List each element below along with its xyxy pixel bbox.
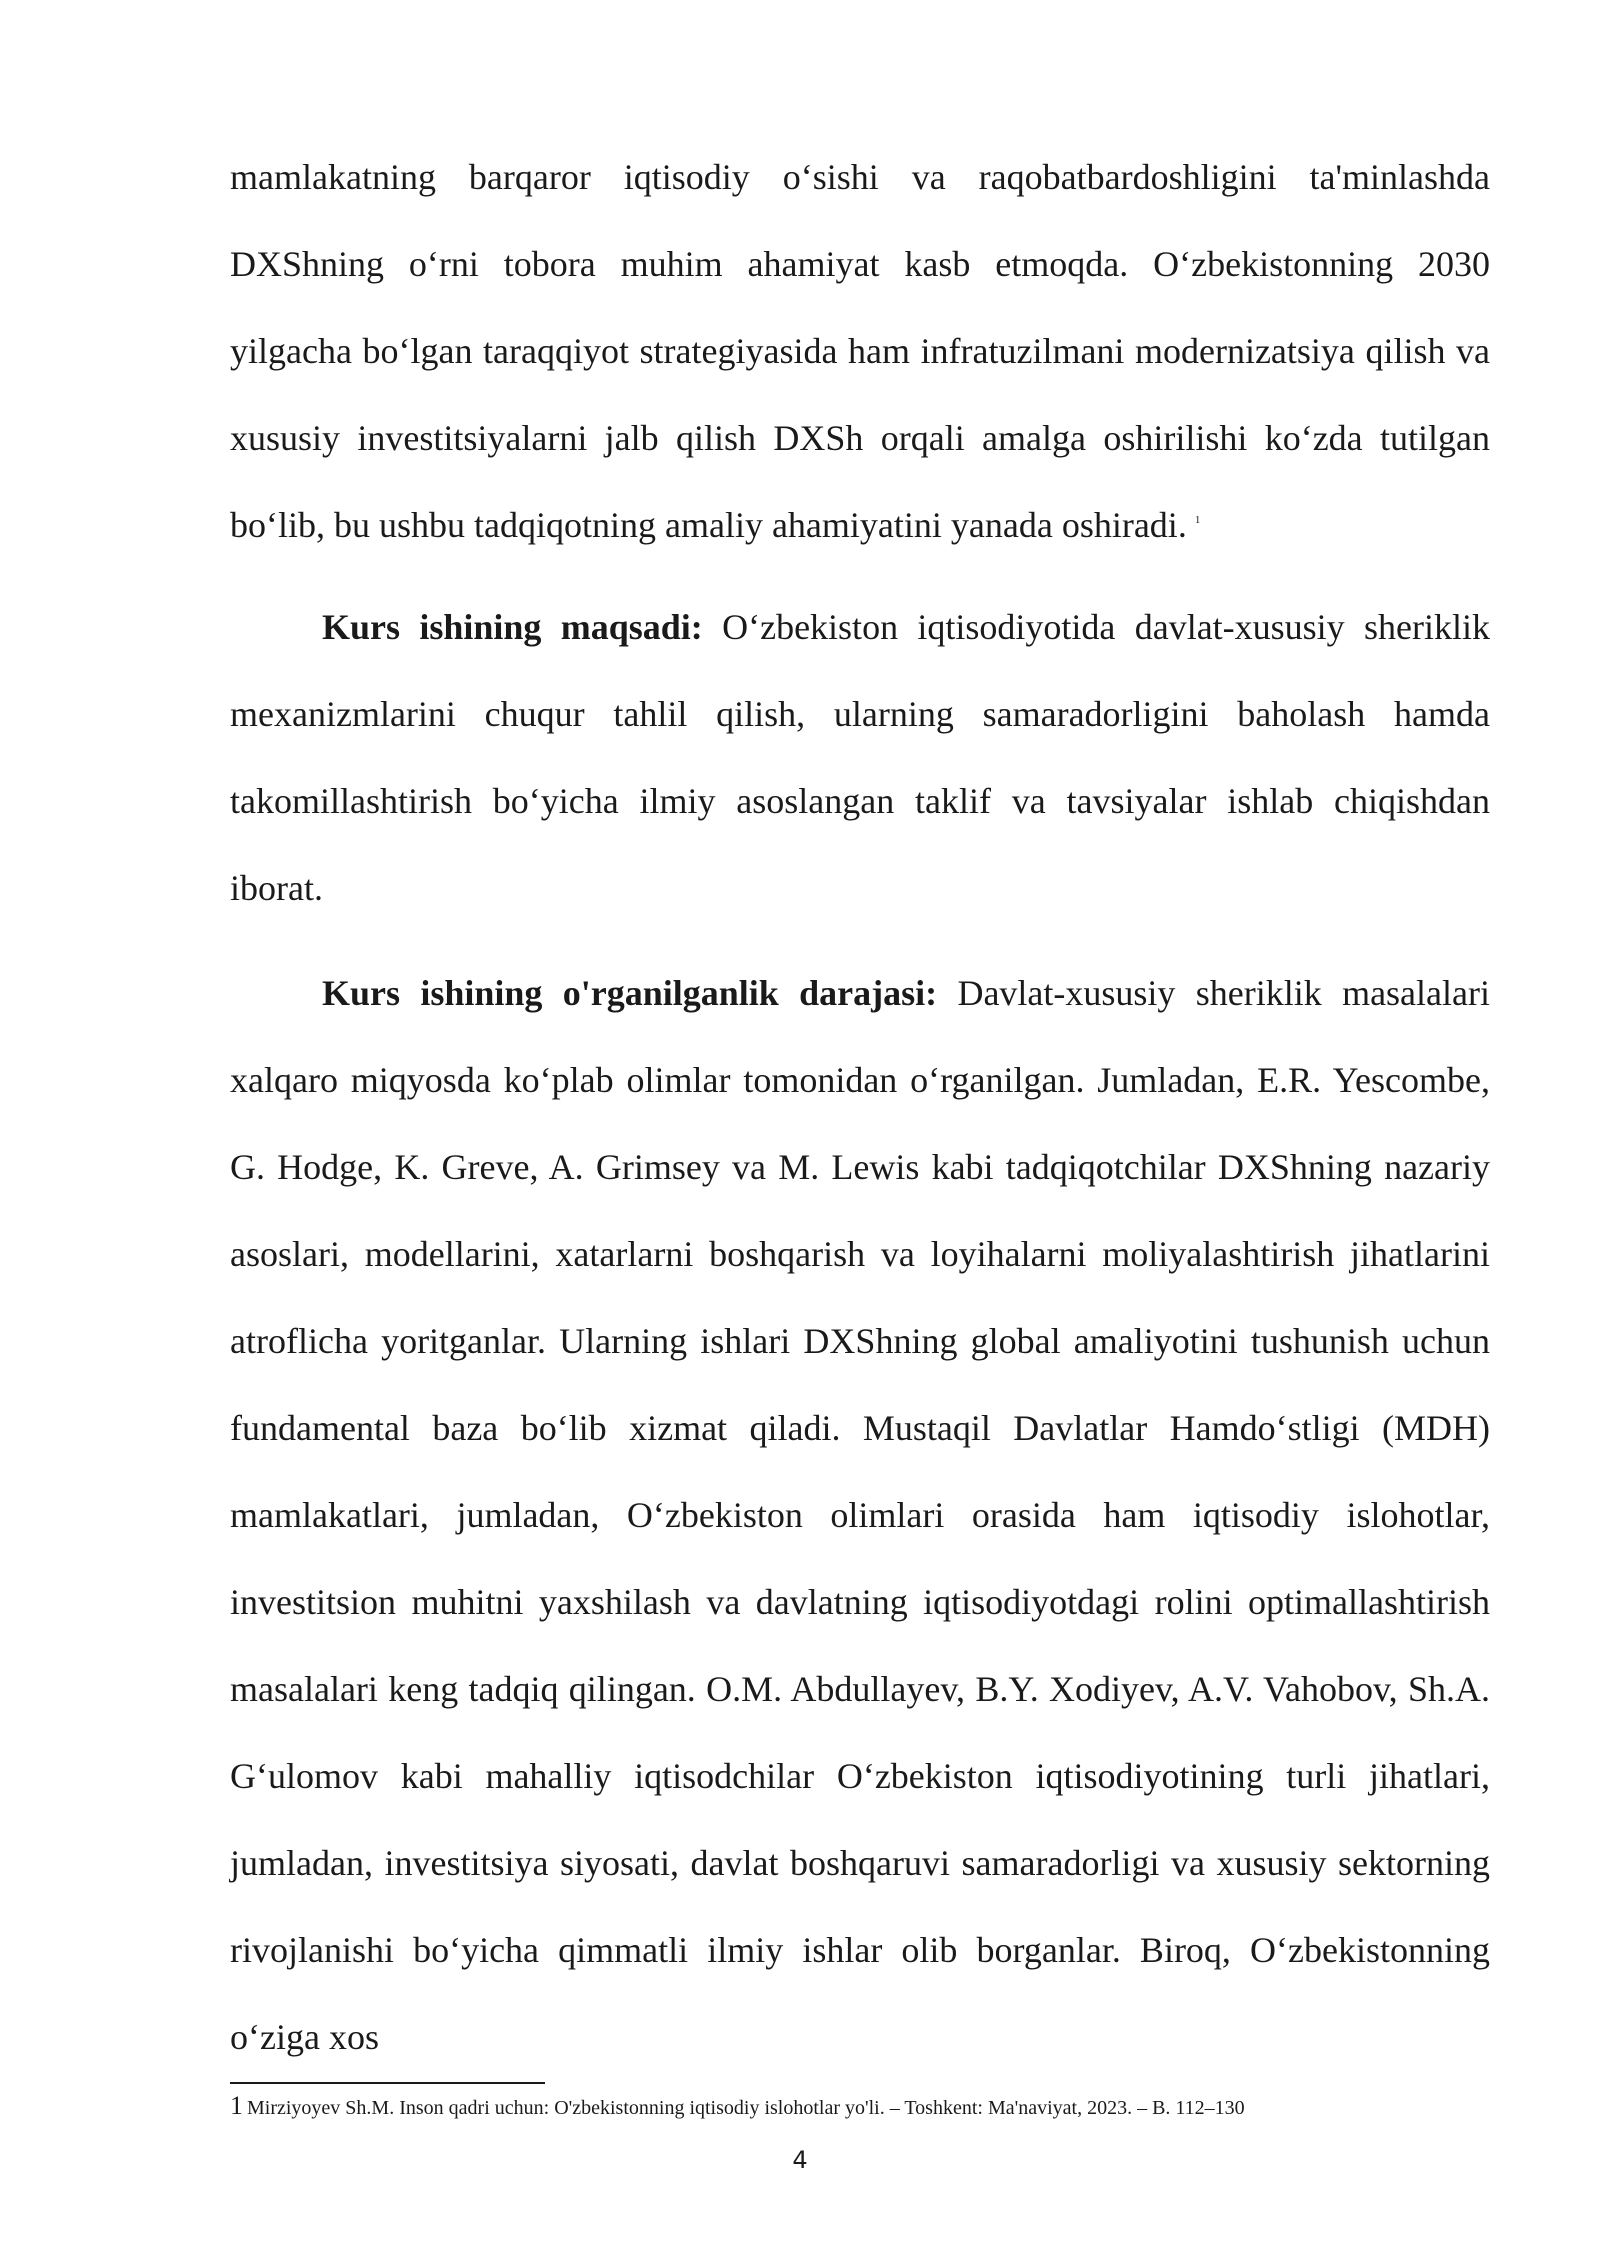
footnote-text: Mirziyoyev Sh.M. Inson qadri uchun: O'zbekistonning iqtisodiy islohotlar yo'li. – Toshkent: Ma'naviyat, 2023. – B. 112–130 [247,2097,1245,2119]
darajasi-heading: Kurs ishining o'rganilganlik darajasi: [322,973,938,1013]
footnote-number: 1 [230,2091,243,2120]
maqsad-paragraph [230,584,1490,932]
footnote [230,2092,1490,2122]
darajasi-block [230,950,1490,2081]
darajasi-paragraph [230,950,1490,2081]
maqsad-text: O‘zbekiston iqtisodiyotida davlat-xususiy sheriklik mexanizmlarini chuqur tahlil qilish, ularning samaradorligini baholash hamda takomillashtirish bo‘yicha ilmiy asoslangan taklif va tavsiyalar ishlab chiqishdan iborat. [230,607,1490,908]
darajasi-text: Davlat-xususiy sheriklik masalalari xalqaro miqyosda ko‘plab olimlar tomonidan o‘rganilgan. Jumladan, E.R. Yescombe, G. Hodge, K. Greve, A. Grimsey va M. Lewis kabi tadqiqotchilar DXShning nazariy asoslari, modellarini, xatarlarni boshqarish va loyihalarni moliyalashtirish jihatlarini atroflicha yoritganlar. Ularning ishlari DXShning global amaliyotini tushunish uchun fundamental baza bo‘lib xizmat qiladi. Mustaqil Davlatlar Hamdo‘stligi (MDH) mamlakatlari, jumladan, O‘zbekiston olimlari orasida ham iqtisodiy islohotlar, investitsion muhitni yaxshilash va davlatning iqtisodiyotdagi rolini optimallashtirish masalalari keng tadqiq qilingan. O.M. Abdullayev, B.Y. Xodiyev, A.V. Vahobov, Sh.A. G‘ulomov kabi mahalliy iqtisodchilar O‘zbekiston iqtisodiyotining turli jihatlari, jumladan, investitsiya siyosati, davlat boshqaruvi samaradorligi va xususiy sektorning rivojlanishi bo‘yicha qimmatli ilmiy ishlar olib borganlar. Biroq, O‘zbekistonning o‘ziga xos [230,973,1490,2057]
intro-block [230,134,1490,569]
footnote-reference: 1 [1194,514,1201,526]
maqsad-heading: Kurs ishining maqsadi: [322,607,703,647]
intro-text: mamlakatning barqaror iqtisodiy o‘sishi va raqobatbardoshligini ta'minlashda DXShning o‘rni tobora muhim ahamiyat kasb etmoqda. O‘zbekistonning 2030 yilgacha bo‘lgan taraqqiyot strategiyasida ham infratuzilmani modernizatsiya qilish va xususiy investitsiyalarni jalb qilish DXSh orqali amalga oshirilishi ko‘zda tutilgan bo‘lib, bu ushbu tadqiqotning amaliy ahamiyatini yanada oshiradi. [230,157,1490,545]
intro-paragraph [230,134,1490,569]
page-number: 4 [792,2146,808,2174]
footnote-separator [230,2082,545,2084]
maqsad-block [230,584,1490,932]
